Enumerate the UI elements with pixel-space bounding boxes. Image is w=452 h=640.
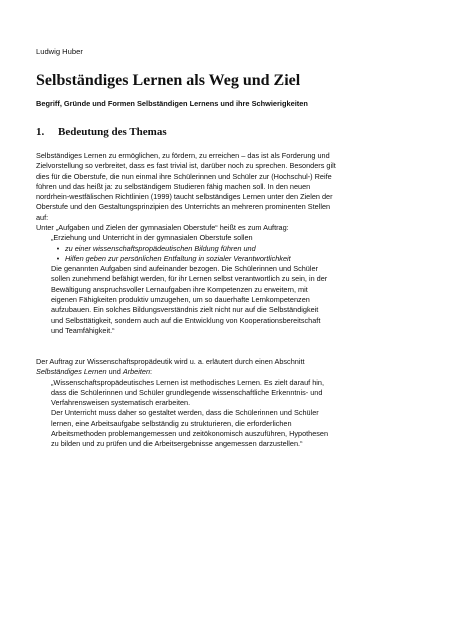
italic-term: Selbständiges Lernen [36,367,107,377]
intro-paragraph [36,151,420,223]
quote-line: dass die Schülerinnen und Schüler grundlegende wissenschaftliche Erkenntnis- und [51,387,323,397]
intro-line: führen und das heißt ja: zu selbständigem Studieren fähig machen soll. In den neuen [36,181,311,191]
bullet-icon: • [56,255,60,263]
quote-line: „Erziehung und Unterricht in der gymnasialen Oberstufe sollen [51,233,253,243]
italic-term: Arbeiten [122,367,151,377]
quote-line: Verfahrensweisen systematisch erarbeiten. [51,398,191,408]
intro-line: dies für die Oberstufe, die nun einmal ihre Schülerinnen und Schüler zur (Hochschul-) Reife [36,171,332,181]
bullet-icon: • [56,245,60,253]
quote-line: Der Unterricht muss daher so gestaltet werden, dass die Schülerinnen und Schüler [51,408,319,418]
section-title: Bedeutung des Themas [58,126,167,138]
quote-line: Die genannten Aufgaben sind aufeinander bezogen. Die Schülerinnen und Schüler [51,264,318,274]
quote-line: lernen, eine Arbeitsaufgabe selbständig zu strukturieren, die erforderlichen [51,418,292,428]
propaedeutik-lead: Der Auftrag zur Wissenschaftspropädeutik wird u. a. erläutert durch einen Abschnitt [36,357,305,366]
quote-line: „Wissenschaftspropädeutisches Lernen ist methodisches Lernen. Es zielt darauf hin, [51,377,324,387]
punctuation: : [150,367,153,377]
quote-line: Bewältigung anspruchsvoller Lernaufgaben ihre Kompetenzen zu erweitern, mit [51,284,308,294]
order-paragraph [36,223,420,336]
intro-line: Oberstufe und den Gestaltungsprinzipien des Unterrichts an mehreren prominenten Stellen [36,202,331,212]
bullet-text: zu einer wissenschaftspropädeutischen Bildung führen und [65,243,256,253]
bullet-text: Hilfen geben zur persönlichen Entfaltung in sozialer Verantwortlichkeit [65,253,291,263]
bullet-item [36,254,420,264]
connector: und [106,367,123,377]
intro-line: nordrhein-westfälischen Richtlinien (1999) taucht selbständiges Lernen unter den Zielen der [36,192,333,202]
order-lead: Unter „Aufgaben und Zielen der gymnasialen Oberstufe“ heißt es zum Auftrag: [36,223,289,232]
document-title: Selbständiges Lernen als Weg und Ziel [36,72,301,89]
section-heading [36,125,167,139]
intro-line: Zielvorstellung so verbreitet, dass es fast trivial ist, darüber noch zu sprechen. Besonders gilt [36,161,336,171]
propaedeutik-lead-2 [36,367,420,377]
quote-line: Arbeitsmethoden problemangemessen und zeitökonomisch auszuführen, Hypothesen [51,429,329,439]
intro-line: auf: [36,212,49,222]
bullet-item [36,244,420,254]
document-subtitle: Begriff, Gründe und Formen Selbständigen Lernens und ihre Schwierigkeiten [36,99,308,108]
quote-line: sollen zunehmend befähigt werden, für ihr Lernen selbst verantwortlich zu sein, in der [51,274,328,284]
quote-line: und Selbsttätigkeit, sondern auch auf die Entwicklung von Kooperationsbereitschaft [51,315,321,325]
intro-line: Selbständiges Lernen zu ermöglichen, zu fördern, zu erreichen – das ist als Forderung und [36,151,330,160]
quote-line: aufzubauen. Ein solches Bildungsverständnis zielt nicht nur auf die Selbständigkeit [51,305,319,315]
propaedeutik-paragraph [36,357,420,450]
quote-line: und Teamfähigkeit.“ [51,325,115,335]
section-number: 1. [36,126,45,138]
quote-line: eigenen Fähigkeiten produktiv umzugehen, um so dauerhafte Lernkompetenzen [51,295,310,305]
quote-line: zu bilden und zu prüfen und die Arbeitsergebnisse angemessen darzustellen.“ [51,439,303,449]
author-name: Ludwig Huber [36,47,83,56]
